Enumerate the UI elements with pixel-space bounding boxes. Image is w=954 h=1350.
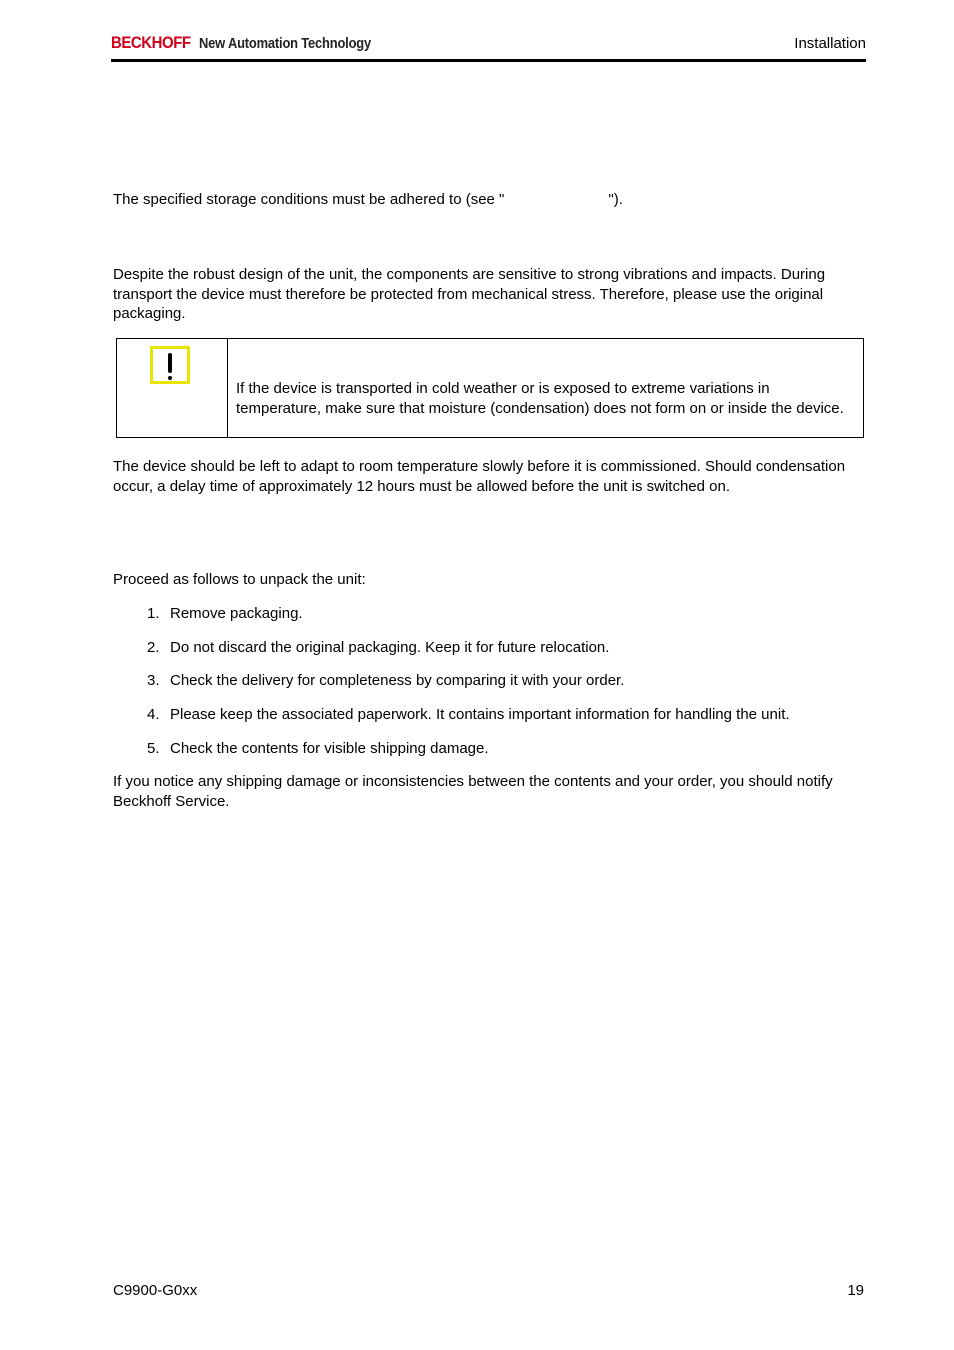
step-text: Check the delivery for completeness by comparing it with your order. (170, 672, 625, 690)
section-title: Installation (794, 35, 866, 52)
step-text: Remove packaging. (170, 605, 303, 622)
notice-text: If the device is transported in cold weather or is exposed to extreme variations in temperature, make sure that moisture (condensation) does not form on or inside the device. (236, 380, 844, 417)
step-number: 3. (147, 672, 160, 690)
storage-prefix: The specified storage conditions must be adhered to (see " (113, 191, 505, 208)
unpack-steps-list (113, 604, 858, 772)
unpack-intro: Proceed as follows to unpack the unit: (113, 571, 366, 588)
list-item (113, 638, 858, 658)
step-number: 2. (147, 638, 160, 656)
condensation-paragraph: The device should be left to adapt to room temperature slowly before it is commissioned. Should condensation occur, a delay time of approximately 12 hours must be allowed before the unit is switched on. (113, 458, 846, 495)
list-item (113, 705, 858, 725)
step-text: Do not discard the original packaging. Keep it for future relocation. (170, 638, 610, 656)
beckhoff-logo: BECKHOFF (111, 33, 191, 52)
logo-tagline: New Automation Technology (199, 35, 371, 52)
notice-icon-cell (117, 339, 228, 437)
list-item (113, 671, 858, 691)
storage-suffix: "). (608, 191, 623, 208)
attention-icon (150, 346, 190, 384)
header-rule (111, 59, 866, 62)
step-number: 1. (147, 605, 160, 622)
step-text: Check the contents for visible shipping damage. (170, 739, 489, 757)
list-item (113, 604, 858, 624)
step-number: 4. (147, 706, 160, 724)
transport-paragraph: Despite the robust design of the unit, the components are sensitive to strong vibrations and impacts. During transport the device must therefore be protected from mechanical stress. Therefore, please use the original packaging. (113, 266, 826, 322)
list-item (113, 739, 858, 759)
step-number: 5. (147, 739, 160, 757)
document-id: C9900-G0xx (113, 1282, 198, 1299)
attention-notice (116, 338, 864, 438)
page-header (111, 32, 866, 62)
page-number: 19 (847, 1282, 864, 1299)
storage-paragraph (113, 190, 858, 210)
closing-paragraph: If you notice any shipping damage or inconsistencies between the contents and your order, you should notify Beckhoff Service. (113, 773, 833, 810)
step-text: Please keep the associated paperwork. It contains important information for handling the unit. (170, 706, 790, 724)
